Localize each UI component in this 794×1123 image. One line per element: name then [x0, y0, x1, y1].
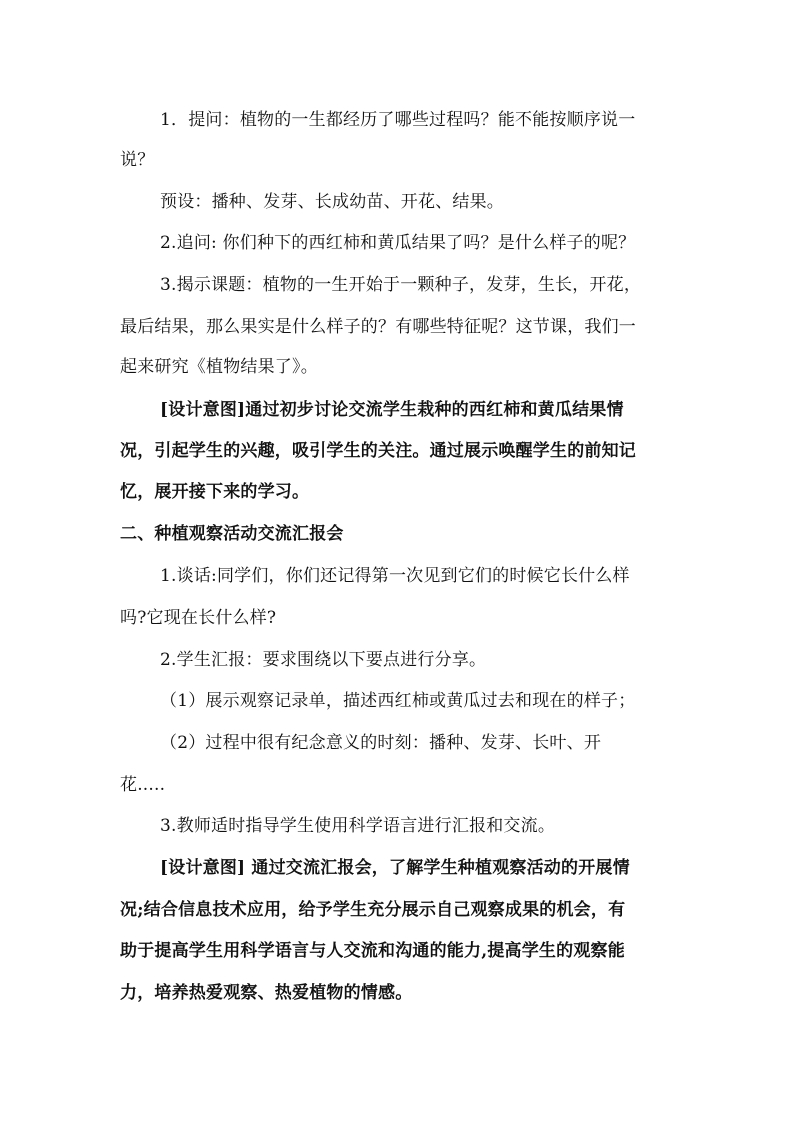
question-3-line-3: 起来研究《植物结果了》。 [120, 357, 318, 377]
preset-answer: 预设：播种、发芽、长成幼苗、开花、结果。 [160, 192, 504, 212]
report-point-2-line-2: 花..... [120, 775, 166, 795]
talk-line-1: 1.谈话:同学们，你们还记得第一次见到它们的时候它长什么样 [160, 566, 630, 586]
section-2-heading: 二、种植观察活动交流汇报会 [120, 524, 344, 544]
design-intent-2-line-3: 助于提高学生用科学语言与人交流和沟通的能力,提高学生的观察能 [120, 941, 625, 961]
student-report: 2.学生汇报：要求围绕以下要点进行分享。 [160, 650, 487, 670]
talk-line-2: 吗?它现在长什么样? [120, 608, 277, 628]
design-intent-1-line-3: 忆，展开接下来的学习。 [120, 482, 310, 502]
question-3-line-1: 3.揭示课题：植物的一生开始于一颗种子，发芽，生长，开花， [160, 275, 642, 295]
design-intent-1-line-2: 况，引起学生的兴趣，吸引学生的关注。通过展示唤醒学生的前知记 [120, 441, 636, 461]
design-intent-2-line-4: 力，培养热爱观察、热爱植物的情感。 [120, 983, 413, 1003]
design-intent-2-line-1: [设计意图] 通过交流汇报会，了解学生种植观察活动的开展情 [160, 858, 630, 878]
question-3-line-2: 最后结果，那么果实是什么样子的？有哪些特征呢？这节课，我们一 [120, 317, 636, 337]
report-point-2-line-1: （2）过程中很有纪念意义的时刻：播种、发芽、长叶、开 [160, 733, 602, 753]
design-intent-1-line-1: [设计意图]通过初步讨论交流学生栽种的西红柿和黄瓜结果情 [160, 400, 624, 420]
question-1-line-2: 说？ [120, 150, 155, 170]
teacher-guidance: 3.教师适时指导学生使用科学语言进行汇报和交流。 [160, 816, 556, 836]
design-intent-2-line-2: 况;结合信息技术应用，给予学生充分展示自己观察成果的机会，有 [120, 900, 626, 920]
question-2: 2.追问: 你们种下的西红柿和黄瓜结果了吗？是什么样子的呢？ [160, 233, 636, 253]
report-point-1: （1）展示观察记录单，描述西红柿或黄瓜过去和现在的样子； [160, 691, 636, 711]
question-1-line-1: 1．提问：植物的一生都经历了哪些过程吗？能不能按顺序说一 [160, 110, 636, 130]
